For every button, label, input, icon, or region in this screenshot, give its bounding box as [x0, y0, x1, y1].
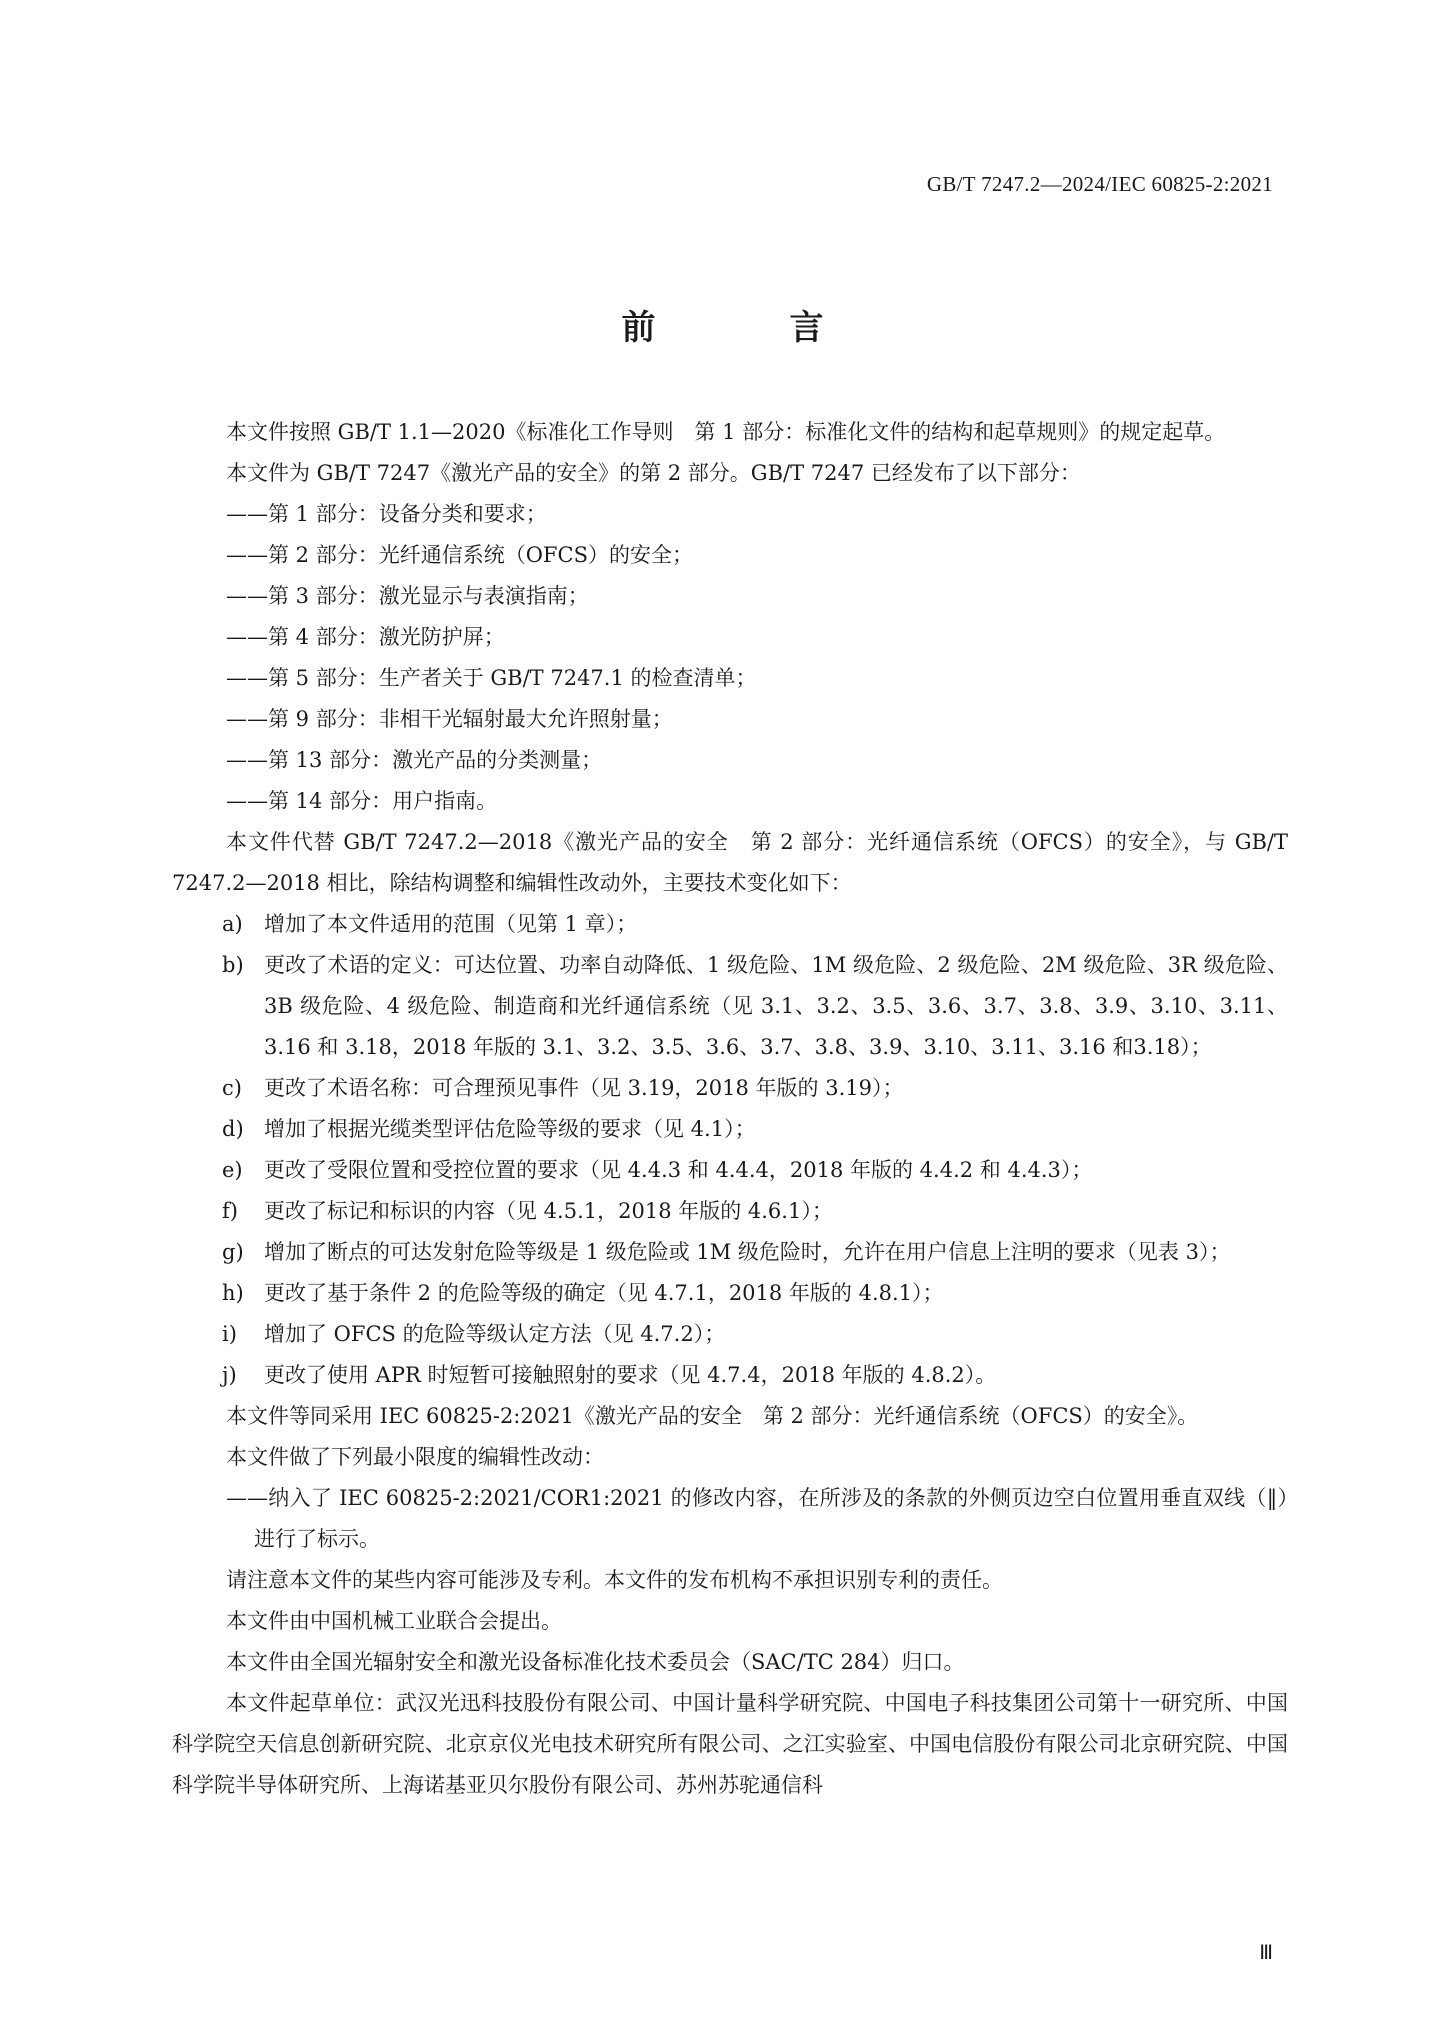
- change-text: 增加了本文件适用的范围（见第 1 章）；: [264, 912, 638, 936]
- change-label: b): [222, 953, 244, 977]
- document-body: [172, 412, 1288, 1806]
- change-label: i): [222, 1322, 237, 1346]
- part-item: ——第 1 部分：设备分类和要求；: [226, 502, 547, 526]
- intro-paragraph-1: 本文件按照 GB/T 1.1—2020《标准化工作导则 第 1 部分：标准化文件的结构和起草规则》的规定起草。: [226, 420, 1226, 444]
- intro-paragraph-2: 本文件为 GB/T 7247《激光产品的安全》的第 2 部分。GB/T 7247 已经发布了以下部分：: [226, 461, 1081, 485]
- change-text: 更改了基于条件 2 的危险等级的确定（见 4.7.1，2018 年版的 4.8.1）；: [264, 1281, 944, 1305]
- change-item: [172, 1109, 1288, 1150]
- change-text: 增加了断点的可达发射危险等级是 1 级危险或 1M 级危险时，允许在用户信息上注明的要求（见表 3）；: [264, 1240, 1231, 1264]
- change-item: [172, 945, 1288, 1068]
- committee-paragraph: 本文件由全国光辐射安全和激光设备标准化技术委员会（SAC/TC 284）归口。: [226, 1650, 965, 1674]
- change-text: 更改了受限位置和受控位置的要求（见 4.4.3 和 4.4.4，2018 年版的 4.4.2 和 4.4.3）；: [264, 1158, 1093, 1182]
- change-item: [172, 1355, 1288, 1396]
- edit-intro-paragraph: 本文件做了下列最小限度的编辑性改动：: [226, 1445, 604, 1469]
- edit-item: ——纳入了 IEC 60825-2:2021/COR1:2021 的修改内容，在所涉及的条款的外侧页边空白位置用垂直双线（‖）进行了标示。: [226, 1486, 1288, 1551]
- page-number: Ⅲ: [1259, 1942, 1273, 1964]
- part-item: ——第 5 部分：生产者关于 GB/T 7247.1 的检查清单；: [226, 666, 757, 690]
- change-label: a): [222, 912, 243, 936]
- part-item: ——第 14 部分：用户指南。: [226, 789, 498, 813]
- equivalence-paragraph: 本文件等同采用 IEC 60825-2:2021《激光产品的安全 第 2 部分：光纤通信系统（OFCS）的安全》。: [226, 1404, 1199, 1428]
- standard-code: GB/T 7247.2—2024/IEC 60825-2:2021: [926, 172, 1273, 196]
- drafting-units-paragraph: 本文件起草单位：武汉光迅科技股份有限公司、中国计量科学研究院、中国电子科技集团公司第十一研究所、中国科学院空天信息创新研究院、北京京仪光电技术研究所有限公司、之江实验室、中国电信股份有限公司北京研究院、中国科学院半导体研究所、上海诺基亚贝尔股份有限公司、苏州苏驼通信科: [172, 1691, 1288, 1797]
- page-title: 前 言: [621, 308, 874, 348]
- change-text: 更改了术语名称：可合理预见事件（见 3.19，2018 年版的 3.19）；: [264, 1076, 904, 1100]
- change-text: 更改了使用 APR 时短暂可接触照射的要求（见 4.7.4，2018 年版的 4.8.2）。: [264, 1363, 997, 1387]
- change-label: f): [222, 1199, 238, 1223]
- change-label: j): [222, 1363, 237, 1387]
- part-item: ——第 3 部分：激光显示与表演指南；: [226, 584, 589, 608]
- part-item: ——第 9 部分：非相干光辐射最大允许照射量；: [226, 707, 673, 731]
- change-item: [172, 1191, 1288, 1232]
- change-item: [172, 1232, 1288, 1273]
- part-item: ——第 4 部分：激光防护屏；: [226, 625, 505, 649]
- change-item: [172, 1273, 1288, 1314]
- change-label: c): [222, 1076, 242, 1100]
- change-item: [172, 1150, 1288, 1191]
- change-label: d): [222, 1117, 244, 1141]
- replace-paragraph: 本文件代替 GB/T 7247.2—2018《激光产品的安全 第 2 部分：光纤通信系统（OFCS）的安全》，与 GB/T 7247.2—2018 相比，除结构调整和编辑性改动外，主要技术变化如下：: [172, 830, 1288, 895]
- change-label: g): [222, 1240, 244, 1264]
- change-item: [172, 1314, 1288, 1355]
- proposer-paragraph: 本文件由中国机械工业联合会提出。: [226, 1609, 562, 1633]
- part-item: ——第 13 部分：激光产品的分类测量；: [226, 748, 603, 772]
- change-label: h): [222, 1281, 244, 1305]
- change-text: 增加了根据光缆类型评估危险等级的要求（见 4.1）；: [264, 1117, 756, 1141]
- change-item: [172, 904, 1288, 945]
- patent-notice: 请注意本文件的某些内容可能涉及专利。本文件的发布机构不承担识别专利的责任。: [226, 1568, 1003, 1592]
- change-text: 增加了 OFCS 的危险等级认定方法（见 4.7.2）；: [264, 1322, 726, 1346]
- change-text: 更改了标记和标识的内容（见 4.5.1，2018 年版的 4.6.1）；: [264, 1199, 833, 1223]
- change-label: e): [222, 1158, 243, 1182]
- part-item: ——第 2 部分：光纤通信系统（OFCS）的安全；: [226, 543, 693, 567]
- change-text: 更改了术语的定义：可达位置、功率自动降低、1 级危险、1M 级危险、2 级危险、2M 级危险、3R 级危险、3B 级危险、4 级危险、制造商和光纤通信系统（见 3.1、3.2、3.5、3.6、3.7、3.8、3.9、3.10、3.11、3.16 和 3.18，2018 年版的 3.1、3.2、3.5、3.6、3.7、3.8、3.9、3.10、3.11、3.16 和3.18）；: [264, 953, 1288, 1059]
- change-item: [172, 1068, 1288, 1109]
